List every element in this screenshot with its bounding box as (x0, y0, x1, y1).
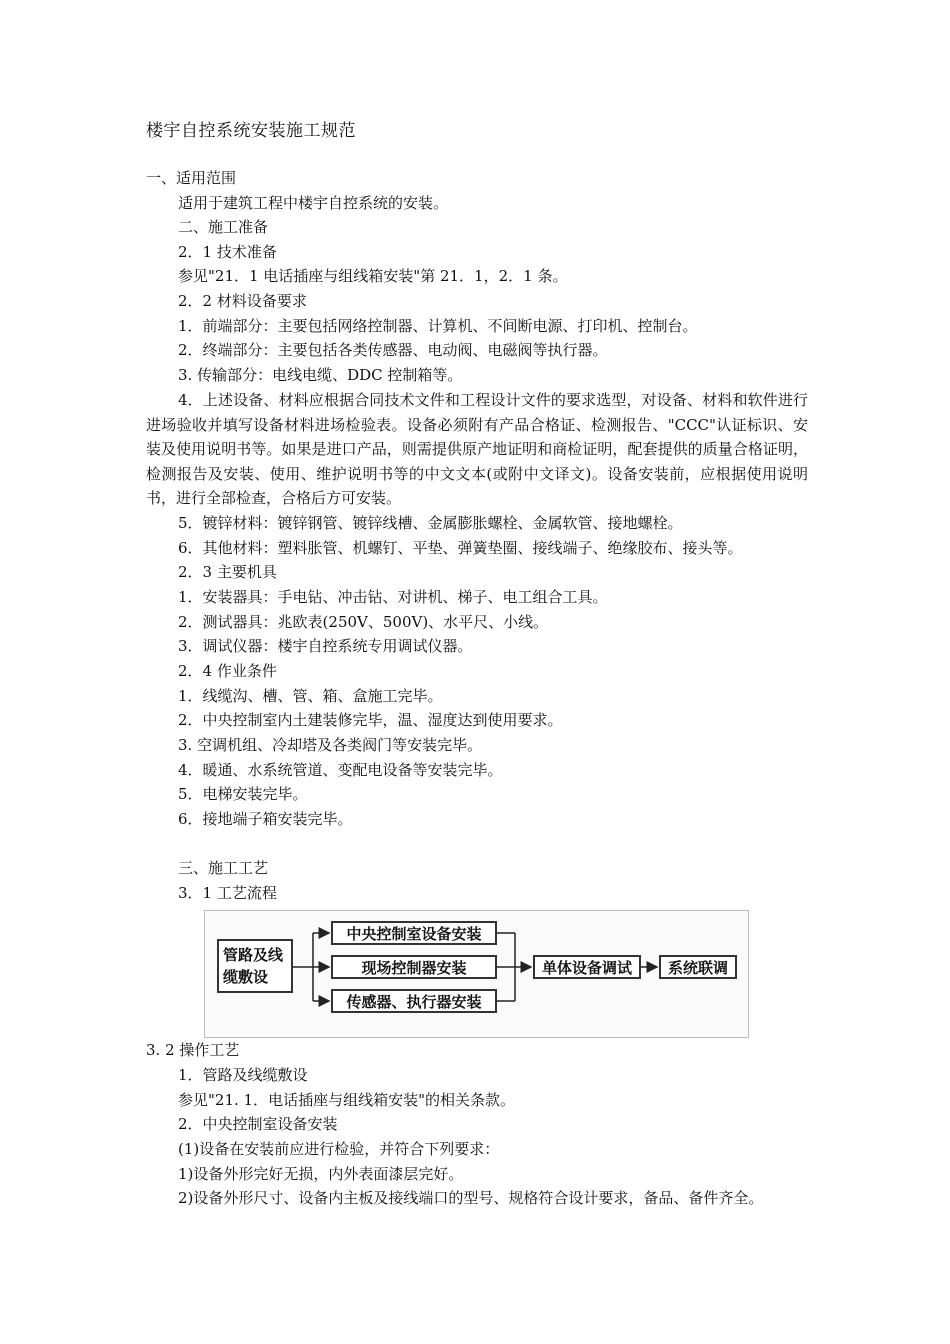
flow-step-branch: 中央控制室设备安装 (331, 921, 497, 945)
flow-step-start: 管路及线 缆敷设 (217, 939, 293, 993)
flow-step-branch: 传感器、执行器安装 (331, 989, 497, 1013)
list-item: 1．前端部分：主要包括网络控制器、计算机、不间断电源、打印机、控制台。 (178, 317, 698, 335)
list-item: 3．调试仪器：楼宇自控系统专用调试仪器。 (178, 637, 473, 655)
list-item: 6．其他材料：塑料胀管、机螺钉、平垫、弹簧垫圈、接线端子、绝缘胶布、接头等。 (178, 539, 743, 557)
list-item: 2．测试器具：兆欧表(250V、500V)、水平尺、小线。 (178, 613, 549, 631)
flow-step-branch: 现场控制器安装 (331, 955, 497, 979)
list-item: 6．接地端子箱安装完毕。 (178, 810, 353, 828)
text-line: 参见"21．1 电话插座与组线箱安装"第 21．1，2．1 条。 (178, 267, 568, 285)
flow-step-end: 系统联调 (659, 955, 737, 979)
paragraph: 4．上述设备、材料应根据合同技术文件和工程设计文件的要求选型，对设备、材料和软件进行进场验收并填写设备材料进场检验表。设备必须附有产品合格证、检测报告、"CCC"认证标识、安装及使用说明书等。如果是进口产品，则需提供原产地证明和商检证明，配套提供的质量合格证明，检测报告及安装、使用、维护说明书等的中文文本(或附中文译文)。设备安装前，应根据使用说明书，进行全部检查，合格后方可安装。 (146, 391, 808, 508)
process-flowchart (204, 910, 749, 1038)
list-item: 5．电梯安装完毕。 (178, 785, 308, 803)
subsection-heading: 3．1 工艺流程 (178, 884, 277, 902)
section-heading: 三、施工工艺 (178, 859, 269, 877)
list-item: 2．终端部分：主要包括各类传感器、电动阀、电磁阀等执行器。 (178, 341, 608, 359)
list-item: 2．中央控制室设备安装 (178, 1115, 338, 1133)
subsection-heading: 3. 2 操作工艺 (146, 1041, 240, 1059)
list-item: 1．安装器具：手电钻、冲击钻、对讲机、梯子、电工组合工具。 (178, 588, 608, 606)
subsection-heading: 2．3 主要机具 (178, 563, 277, 581)
subsection-heading: 2．1 技术准备 (178, 243, 277, 261)
list-item: 2)设备外形尺寸、设备内主板及接线端口的型号、规格符合设计要求，备品、备件齐全。 (178, 1189, 764, 1207)
text-line: 适用于建筑工程中楼宇自控系统的安装。 (178, 194, 449, 212)
section-heading: 一、适用范围 (146, 169, 237, 187)
list-item: 2．中央控制室内土建装修完毕，温、湿度达到使用要求。 (178, 711, 563, 729)
list-item: 3. 传输部分：电线电缆、DDC 控制箱等。 (178, 366, 463, 384)
subsection-heading: 2．4 作业条件 (178, 662, 277, 680)
list-item: 3. 空调机组、冷却塔及各类阀门等安装完毕。 (178, 736, 483, 754)
list-item: (1)设备在安装前应进行检验，并符合下列要求： (178, 1140, 500, 1158)
list-item: 1．线缆沟、槽、管、箱、盒施工完毕。 (178, 687, 443, 705)
list-item: 4．暖通、水系统管道、变配电设备等安装完毕。 (178, 761, 503, 779)
list-item: 1)设备外形完好无损，内外表面漆层完好。 (178, 1165, 464, 1183)
flow-step-merge: 单体设备调试 (533, 955, 641, 979)
subsection-heading: 2．2 材料设备要求 (178, 292, 307, 310)
text-line: 参见"21. 1．电话插座与组线箱安装"的相关条款。 (178, 1091, 515, 1109)
list-item: 1．管路及线缆敷设 (178, 1066, 308, 1084)
document-title: 楼宇自控系统安装施工规范 (146, 121, 356, 141)
section-heading: 二、施工准备 (178, 218, 269, 236)
list-item: 5．镀锌材料：镀锌钢管、镀锌线槽、金属膨胀螺栓、金属软管、接地螺栓。 (178, 514, 683, 532)
